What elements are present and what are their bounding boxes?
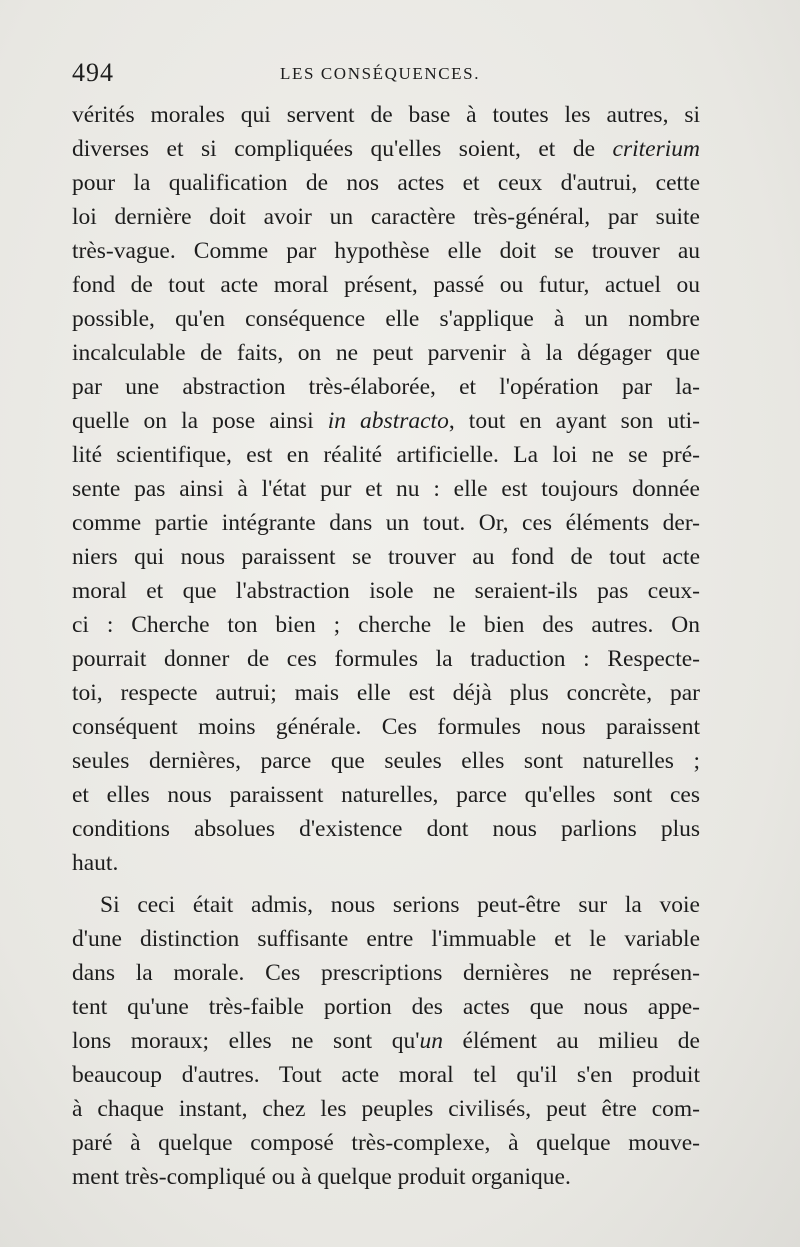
text-line bbox=[72, 370, 700, 404]
text-segment: ci : Cherche ton bien ; cherche le bien des autres. On bbox=[72, 612, 700, 638]
text-segment: conséquent moins générale. Ces formules nous paraissent bbox=[72, 714, 700, 740]
text-segment: toi, respecte autrui; mais elle est déjà plus concrète, par bbox=[72, 680, 700, 706]
text-line bbox=[72, 990, 700, 1024]
text-line bbox=[72, 132, 700, 166]
text-segment: Si ceci était admis, nous serions peut-être sur la voie bbox=[100, 892, 700, 918]
text-segment: beaucoup d'autres. Tout acte moral tel qu'il s'en produit bbox=[72, 1062, 700, 1088]
text-segment: à chaque instant, chez les peuples civilisés, peut être com- bbox=[72, 1096, 700, 1122]
text-line bbox=[72, 846, 700, 880]
text-line bbox=[72, 472, 700, 506]
text-line bbox=[72, 438, 700, 472]
text-line bbox=[72, 778, 700, 812]
text-line bbox=[72, 744, 700, 778]
text-segment: élément au milieu de bbox=[442, 1028, 700, 1054]
text-segment: dans la morale. Ces prescriptions dernières ne représen- bbox=[72, 960, 700, 986]
text-segment: lité scientifique, est en réalité artificielle. La loi ne se pré- bbox=[72, 442, 700, 468]
text-segment: paré à quelque composé très-complexe, à quelque mouve- bbox=[72, 1130, 700, 1156]
text-line bbox=[72, 506, 700, 540]
text-line bbox=[72, 956, 700, 990]
text-segment: quelle on la pose ainsi bbox=[72, 408, 328, 434]
text-segment: comme partie intégrante dans un tout. Or, ces éléments der- bbox=[72, 510, 700, 536]
text-line bbox=[72, 1126, 700, 1160]
text-line bbox=[72, 608, 700, 642]
text-line bbox=[72, 888, 700, 922]
text-line bbox=[72, 1024, 700, 1058]
page-number: 494 bbox=[72, 58, 114, 87]
text-segment: par une abstraction très-élaborée, et l'opération par la- bbox=[72, 374, 700, 400]
text-line bbox=[72, 1160, 700, 1194]
paragraph-2 bbox=[72, 888, 700, 1194]
text-line bbox=[72, 676, 700, 710]
text-segment: vérités morales qui servent de base à toutes les autres, si bbox=[72, 102, 700, 128]
text-segment: incalculable de faits, on ne peut parvenir à la dégager que bbox=[72, 340, 700, 366]
text-segment: d'une distinction suffisante entre l'immuable et le variable bbox=[72, 926, 700, 952]
text-line bbox=[72, 574, 700, 608]
text-segment: sente pas ainsi à l'état pur et nu : elle est toujours donnée bbox=[72, 476, 700, 502]
text-segment: lons moraux; elles ne sont qu' bbox=[72, 1028, 420, 1054]
text-line bbox=[72, 302, 700, 336]
text-line bbox=[72, 540, 700, 574]
text-line bbox=[72, 404, 700, 438]
text-line bbox=[72, 234, 700, 268]
text-line bbox=[72, 922, 700, 956]
text-line bbox=[72, 1092, 700, 1126]
text-line bbox=[72, 98, 700, 132]
text-segment: diverses et si compliquées qu'elles soient, et de bbox=[72, 136, 613, 162]
italic-text: in abstracto bbox=[327, 408, 449, 434]
text-line bbox=[72, 1058, 700, 1092]
running-title: LES CONSÉQUENCES. bbox=[280, 64, 481, 83]
italic-text: criterium bbox=[612, 136, 700, 162]
text-line bbox=[72, 200, 700, 234]
text-line bbox=[72, 268, 700, 302]
body-text bbox=[72, 98, 700, 1194]
text-segment: pourrait donner de ces formules la traduction : Respecte- bbox=[72, 646, 700, 672]
text-segment: possible, qu'en conséquence elle s'applique à un nombre bbox=[72, 306, 700, 332]
paragraph-1 bbox=[72, 98, 700, 880]
text-segment: , tout en ayant son uti- bbox=[448, 408, 700, 434]
text-line bbox=[72, 166, 700, 200]
text-segment: niers qui nous paraissent se trouver au fond de tout acte bbox=[72, 544, 700, 570]
text-line bbox=[72, 710, 700, 744]
text-line bbox=[72, 812, 700, 846]
text-segment: loi dernière doit avoir un caractère très-général, par suite bbox=[72, 204, 700, 230]
text-segment: haut. bbox=[72, 850, 119, 876]
text-segment: conditions absolues d'existence dont nous parlions plus bbox=[72, 816, 700, 842]
italic-text: un bbox=[419, 1028, 443, 1054]
text-segment: et elles nous paraissent naturelles, parce qu'elles sont ces bbox=[72, 782, 700, 808]
text-segment: ment très-compliqué ou à quelque produit organique. bbox=[72, 1164, 571, 1190]
text-segment: très-vague. Comme par hypothèse elle doit se trouver au bbox=[72, 238, 700, 264]
text-segment: seules dernières, parce que seules elles sont naturelles ; bbox=[72, 748, 700, 774]
text-line bbox=[72, 642, 700, 676]
text-segment: tent qu'une très-faible portion des actes que nous appe- bbox=[72, 994, 700, 1020]
text-segment: fond de tout acte moral présent, passé ou futur, actuel ou bbox=[72, 272, 700, 298]
text-segment: pour la qualification de nos actes et ceux d'autrui, cette bbox=[72, 170, 700, 196]
running-head bbox=[72, 58, 700, 92]
text-segment: moral et que l'abstraction isole ne seraient-ils pas ceux- bbox=[72, 578, 700, 604]
text-line bbox=[72, 336, 700, 370]
